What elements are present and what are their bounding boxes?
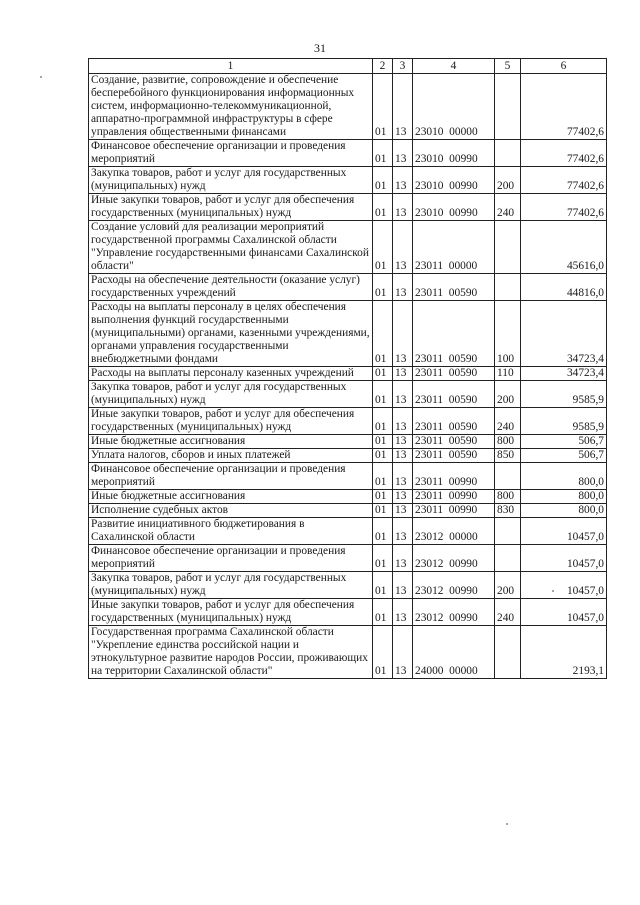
row-name-cell: Закупка товаров, работ и услуг для государственных (муниципальных) нужд	[89, 167, 373, 194]
row-name-cell: Финансовое обеспечение организации и проведения мероприятий	[89, 463, 373, 490]
table-row	[89, 140, 607, 167]
table-row	[89, 545, 607, 572]
row-section-cell: 01	[373, 167, 393, 194]
row-amount-cell: 34723,4	[521, 367, 607, 381]
row-subsection-cell: 13	[393, 463, 413, 490]
row-amount-cell: 10457,0	[521, 572, 607, 599]
row-expense-type-cell	[495, 626, 521, 679]
row-expense-type-cell: 830	[495, 504, 521, 518]
row-section-cell: 01	[373, 449, 393, 463]
row-amount-cell: 77402,6	[521, 74, 607, 140]
row-name-cell: Финансовое обеспечение организации и проведения мероприятий	[89, 140, 373, 167]
row-amount-cell: 10457,0	[521, 599, 607, 626]
row-subsection-cell: 13	[393, 167, 413, 194]
row-expense-type-cell: 800	[495, 435, 521, 449]
row-section-cell: 01	[373, 626, 393, 679]
row-subsection-cell: 13	[393, 518, 413, 545]
row-expense-type-cell: 100	[495, 301, 521, 367]
row-amount-cell: 506,7	[521, 435, 607, 449]
row-amount-cell: 45616,0	[521, 221, 607, 274]
row-expense-type-cell: 200	[495, 381, 521, 408]
column-header: 5	[495, 59, 521, 74]
row-expense-type-cell	[495, 463, 521, 490]
row-name-cell: Финансовое обеспечение организации и проведения мероприятий	[89, 545, 373, 572]
row-target-article-cell: 23011 00590	[413, 435, 495, 449]
row-name-cell: Создание условий для реализации мероприятий государственной программы Сахалинской области "Управление государственными финансами Сахалинской области"	[89, 221, 373, 274]
table-row	[89, 408, 607, 435]
row-expense-type-cell: 200	[495, 572, 521, 599]
row-name-cell: Иные закупки товаров, работ и услуг для обеспечения государственных (муниципальных) нужд	[89, 194, 373, 221]
table-row	[89, 449, 607, 463]
row-amount-cell: 800,0	[521, 504, 607, 518]
row-expense-type-cell	[495, 140, 521, 167]
row-amount-cell: 34723,4	[521, 301, 607, 367]
table-row	[89, 504, 607, 518]
table-row	[89, 367, 607, 381]
row-subsection-cell: 13	[393, 74, 413, 140]
row-amount-cell: 800,0	[521, 463, 607, 490]
row-subsection-cell: 13	[393, 545, 413, 572]
table-row	[89, 381, 607, 408]
row-expense-type-cell: 110	[495, 367, 521, 381]
scan-speck	[552, 590, 554, 592]
row-name-cell: Исполнение судебных актов	[89, 504, 373, 518]
row-subsection-cell: 13	[393, 381, 413, 408]
row-target-article-cell: 23012 00000	[413, 518, 495, 545]
row-name-cell: Расходы на выплаты персоналу казенных учреждений	[89, 367, 373, 381]
table-row	[89, 626, 607, 679]
row-expense-type-cell: 800	[495, 490, 521, 504]
row-section-cell: 01	[373, 463, 393, 490]
row-subsection-cell: 13	[393, 301, 413, 367]
row-target-article-cell: 23012 00990	[413, 572, 495, 599]
row-target-article-cell: 23011 00590	[413, 274, 495, 301]
row-name-cell: Развитие инициативного бюджетирования в Сахалинской области	[89, 518, 373, 545]
row-section-cell: 01	[373, 274, 393, 301]
row-section-cell: 01	[373, 74, 393, 140]
row-target-article-cell: 23010 00990	[413, 194, 495, 221]
row-amount-cell: 9585,9	[521, 381, 607, 408]
row-amount-cell: 9585,9	[521, 408, 607, 435]
row-expense-type-cell: 200	[495, 167, 521, 194]
row-amount-cell: 77402,6	[521, 167, 607, 194]
row-section-cell: 01	[373, 194, 393, 221]
row-section-cell: 01	[373, 140, 393, 167]
row-section-cell: 01	[373, 599, 393, 626]
row-section-cell: 01	[373, 435, 393, 449]
row-amount-cell: 10457,0	[521, 518, 607, 545]
row-subsection-cell: 13	[393, 504, 413, 518]
row-section-cell: 01	[373, 221, 393, 274]
row-target-article-cell: 23011 00590	[413, 367, 495, 381]
scan-speck	[40, 76, 42, 78]
row-expense-type-cell	[495, 518, 521, 545]
table-row	[89, 167, 607, 194]
row-target-article-cell: 23010 00990	[413, 140, 495, 167]
table-row	[89, 301, 607, 367]
row-target-article-cell: 24000 00000	[413, 626, 495, 679]
column-header: 6	[521, 59, 607, 74]
row-subsection-cell: 13	[393, 221, 413, 274]
row-amount-cell: 44816,0	[521, 274, 607, 301]
row-name-cell: Иные закупки товаров, работ и услуг для обеспечения государственных (муниципальных) нужд	[89, 599, 373, 626]
row-name-cell: Расходы на выплаты персоналу в целях обеспечения выполнения функций государственными (муниципальными) органами, казенными учреждениями, органами управления государственными внебюджетными фондами	[89, 301, 373, 367]
row-section-cell: 01	[373, 381, 393, 408]
row-name-cell: Иные бюджетные ассигнования	[89, 435, 373, 449]
row-section-cell: 01	[373, 545, 393, 572]
row-subsection-cell: 13	[393, 626, 413, 679]
table-row	[89, 490, 607, 504]
column-header: 3	[393, 59, 413, 74]
row-section-cell: 01	[373, 518, 393, 545]
row-target-article-cell: 23011 00000	[413, 221, 495, 274]
row-section-cell: 01	[373, 301, 393, 367]
table-row	[89, 435, 607, 449]
row-subsection-cell: 13	[393, 435, 413, 449]
row-target-article-cell: 23011 00990	[413, 504, 495, 518]
budget-table	[88, 58, 607, 679]
row-target-article-cell: 23011 00990	[413, 463, 495, 490]
row-name-cell: Государственная программа Сахалинской области "Укрепление единства российской нации и этнокультурное развитие народов России, проживающих на территории Сахалинской области"	[89, 626, 373, 679]
row-expense-type-cell	[495, 545, 521, 572]
row-amount-cell: 800,0	[521, 490, 607, 504]
scan-speck	[506, 823, 508, 825]
row-target-article-cell: 23011 00990	[413, 490, 495, 504]
row-expense-type-cell: 850	[495, 449, 521, 463]
row-amount-cell: 506,7	[521, 449, 607, 463]
row-section-cell: 01	[373, 408, 393, 435]
row-subsection-cell: 13	[393, 140, 413, 167]
row-name-cell: Закупка товаров, работ и услуг для государственных (муниципальных) нужд	[89, 572, 373, 599]
row-expense-type-cell: 240	[495, 194, 521, 221]
row-amount-cell: 2193,1	[521, 626, 607, 679]
table-row	[89, 274, 607, 301]
table-row	[89, 463, 607, 490]
column-header: 1	[89, 59, 373, 74]
row-name-cell: Иные закупки товаров, работ и услуг для обеспечения государственных (муниципальных) нужд	[89, 408, 373, 435]
row-target-article-cell: 23012 00990	[413, 599, 495, 626]
row-subsection-cell: 13	[393, 599, 413, 626]
row-amount-cell: 10457,0	[521, 545, 607, 572]
row-subsection-cell: 13	[393, 449, 413, 463]
row-name-cell: Уплата налогов, сборов и иных платежей	[89, 449, 373, 463]
row-target-article-cell: 23012 00990	[413, 545, 495, 572]
row-name-cell: Расходы на обеспечение деятельности (оказание услуг) государственных учреждений	[89, 274, 373, 301]
row-expense-type-cell	[495, 221, 521, 274]
row-section-cell: 01	[373, 504, 393, 518]
table-row	[89, 74, 607, 140]
table-row	[89, 599, 607, 626]
row-target-article-cell: 23011 00590	[413, 449, 495, 463]
row-expense-type-cell	[495, 74, 521, 140]
row-subsection-cell: 13	[393, 408, 413, 435]
row-subsection-cell: 13	[393, 194, 413, 221]
row-section-cell: 01	[373, 572, 393, 599]
row-name-cell: Закупка товаров, работ и услуг для государственных (муниципальных) нужд	[89, 381, 373, 408]
row-subsection-cell: 13	[393, 572, 413, 599]
row-amount-cell: 77402,6	[521, 140, 607, 167]
row-expense-type-cell: 240	[495, 599, 521, 626]
page-number: 31	[314, 41, 326, 55]
table-row	[89, 221, 607, 274]
table-header-row	[89, 59, 607, 74]
row-target-article-cell: 23010 00000	[413, 74, 495, 140]
table-body	[89, 74, 607, 679]
row-target-article-cell: 23011 00590	[413, 381, 495, 408]
table-row	[89, 572, 607, 599]
row-expense-type-cell	[495, 274, 521, 301]
column-header: 4	[413, 59, 495, 74]
row-target-article-cell: 23010 00990	[413, 167, 495, 194]
row-section-cell: 01	[373, 490, 393, 504]
row-target-article-cell: 23011 00590	[413, 408, 495, 435]
column-header: 2	[373, 59, 393, 74]
row-name-cell: Иные бюджетные ассигнования	[89, 490, 373, 504]
table-row	[89, 518, 607, 545]
table-row	[89, 194, 607, 221]
row-expense-type-cell: 240	[495, 408, 521, 435]
row-subsection-cell: 13	[393, 367, 413, 381]
row-subsection-cell: 13	[393, 274, 413, 301]
row-name-cell: Создание, развитие, сопровождение и обеспечение бесперебойного функционирования информационных систем, информационно-телекоммуникационной, аппаратно-программной инфраструктуры в сфере управления общественными финансами	[89, 74, 373, 140]
row-target-article-cell: 23011 00590	[413, 301, 495, 367]
row-section-cell: 01	[373, 367, 393, 381]
row-subsection-cell: 13	[393, 490, 413, 504]
row-amount-cell: 77402,6	[521, 194, 607, 221]
